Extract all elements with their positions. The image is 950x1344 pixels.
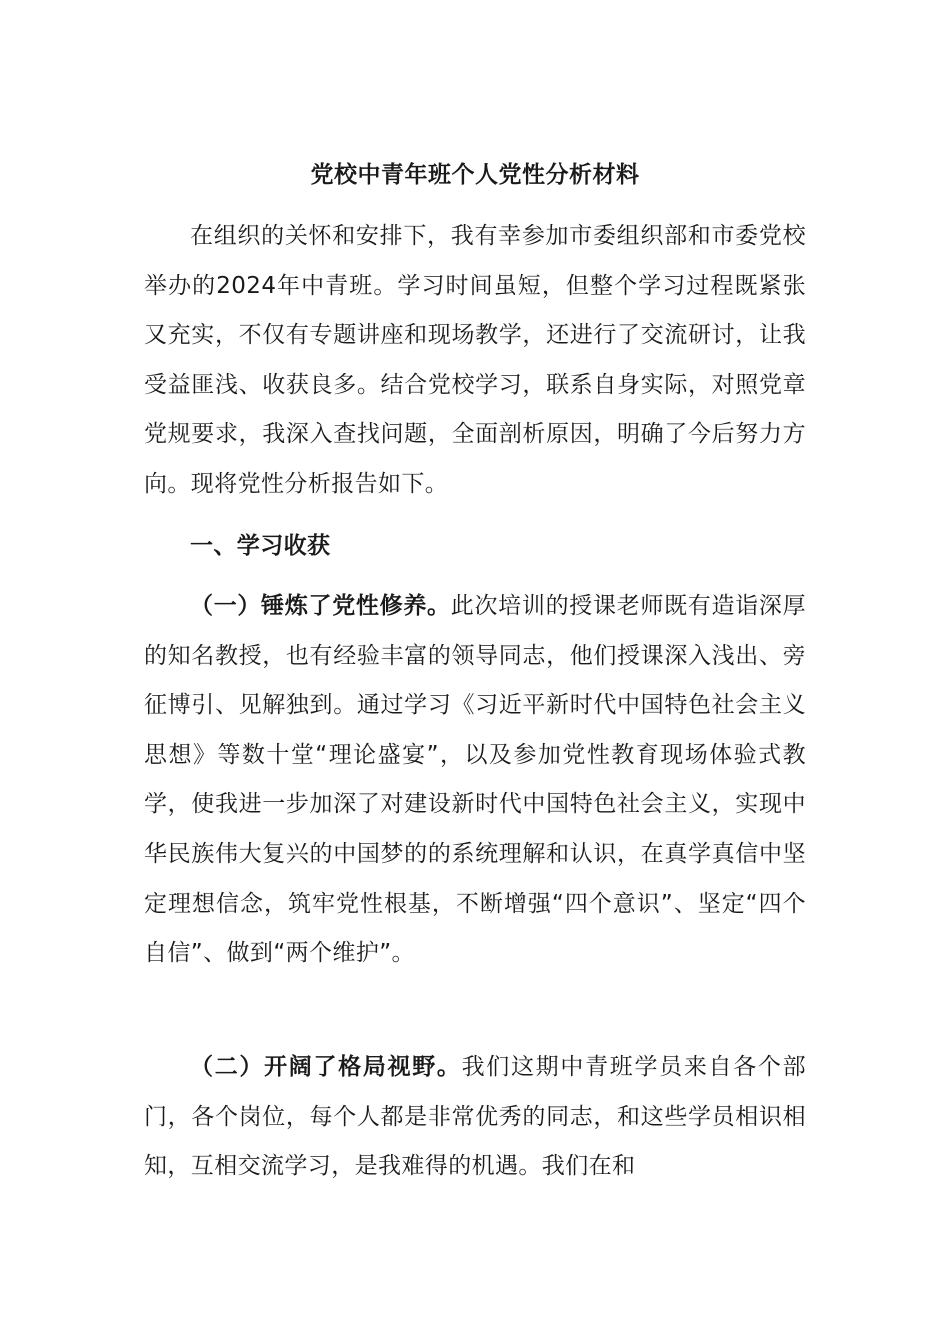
- subsection-heading-party-spirit: （一）锤炼了党性修养。: [190, 593, 451, 619]
- subsection-heading-vision: （二）开阔了格局视野。: [190, 1054, 462, 1080]
- intro-paragraph: 在组织的关怀和安排下，我有幸参加市委组织部和市委党校举办的2024年中青班。学习时间虽短，但整个学习过程既紧张又充实，不仅有专题讲座和现场教学，还进行了交流研讨，让我受益匪浅、收获良多。结合党校学习，联系自身实际，对照党章党规要求，我深入查找问题，全面剖析原因，明确了今后努力方向。现将党性分析报告如下。: [144, 223, 806, 497]
- subsection-text-party-spirit: 此次培训的授课老师既有造诣深厚的知名教授，也有经验丰富的领导同志，他们授课深入浅出、旁征博引、见解独到。通过学习《习近平新时代中国特色社会主义思想》等数十堂“理论盛宴”，以及参加党性教育现场体验式教学，使我进一步加深了对建设新时代中国特色社会主义，实现中华民族伟大复兴的中国梦的的系统理解和认识，在真学真信中坚定理想信念，筑牢党性根基，不断增强“四个意识”、坚定“四个自信”、做到“两个维护”。: [144, 593, 807, 967]
- subsection-paragraph-vision: [144, 1043, 806, 1192]
- subsection-text-vision: 我们这期中青班学员来自各个部门，各个岗位，每个人都是非常优秀的同志，和这些学员相识相知，互相交流学习，是我难得的机遇。我们在和: [144, 1054, 806, 1180]
- document-title: 党校中青年班个人党性分析材料: [310, 162, 640, 188]
- subsection-paragraph-party-spirit: [144, 582, 806, 979]
- section-heading-learning-gains: 一、学习收获: [190, 533, 331, 559]
